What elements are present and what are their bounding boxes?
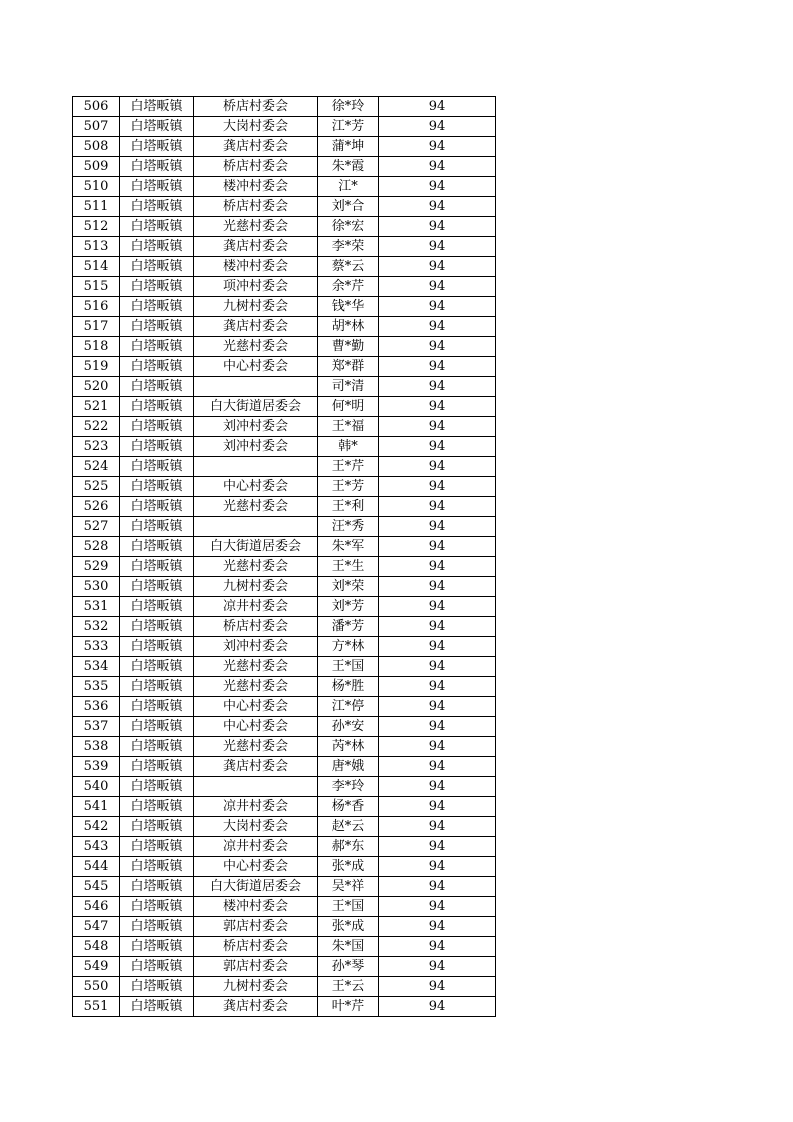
table-row bbox=[73, 357, 496, 377]
township-cell: 白塔畈镇 bbox=[120, 797, 194, 817]
table-row bbox=[73, 977, 496, 997]
row-number-cell: 549 bbox=[73, 957, 120, 977]
person-name-cell: 赵*云 bbox=[318, 817, 379, 837]
score-cell: 94 bbox=[379, 337, 496, 357]
person-name-cell: 王*福 bbox=[318, 417, 379, 437]
score-cell: 94 bbox=[379, 517, 496, 537]
township-cell: 白塔畈镇 bbox=[120, 297, 194, 317]
score-cell: 94 bbox=[379, 777, 496, 797]
person-name-cell: 蔡*云 bbox=[318, 257, 379, 277]
table-row bbox=[73, 177, 496, 197]
row-number-cell: 511 bbox=[73, 197, 120, 217]
table-row bbox=[73, 237, 496, 257]
person-name-cell: 芮*林 bbox=[318, 737, 379, 757]
committee-cell: 龚店村委会 bbox=[194, 237, 318, 257]
person-name-cell: 杨*香 bbox=[318, 797, 379, 817]
person-name-cell: 曹*勤 bbox=[318, 337, 379, 357]
row-number-cell: 518 bbox=[73, 337, 120, 357]
committee-cell: 光慈村委会 bbox=[194, 737, 318, 757]
table-row bbox=[73, 297, 496, 317]
table-row bbox=[73, 717, 496, 737]
score-cell: 94 bbox=[379, 937, 496, 957]
score-cell: 94 bbox=[379, 297, 496, 317]
score-cell: 94 bbox=[379, 897, 496, 917]
table-row bbox=[73, 757, 496, 777]
person-name-cell: 徐*玲 bbox=[318, 97, 379, 117]
row-number-cell: 530 bbox=[73, 577, 120, 597]
table-row bbox=[73, 337, 496, 357]
committee-cell: 凉井村委会 bbox=[194, 837, 318, 857]
row-number-cell: 528 bbox=[73, 537, 120, 557]
table-row bbox=[73, 117, 496, 137]
person-name-cell: 朱*霞 bbox=[318, 157, 379, 177]
committee-cell: 光慈村委会 bbox=[194, 657, 318, 677]
committee-cell: 大岗村委会 bbox=[194, 117, 318, 137]
person-name-cell: 何*明 bbox=[318, 397, 379, 417]
score-cell: 94 bbox=[379, 957, 496, 977]
committee-cell: 刘冲村委会 bbox=[194, 437, 318, 457]
committee-cell: 楼冲村委会 bbox=[194, 897, 318, 917]
person-name-cell: 蒲*坤 bbox=[318, 137, 379, 157]
committee-cell: 桥店村委会 bbox=[194, 617, 318, 637]
township-cell: 白塔畈镇 bbox=[120, 437, 194, 457]
table-row bbox=[73, 557, 496, 577]
row-number-cell: 515 bbox=[73, 277, 120, 297]
table-row bbox=[73, 837, 496, 857]
row-number-cell: 534 bbox=[73, 657, 120, 677]
committee-cell bbox=[194, 777, 318, 797]
score-cell: 94 bbox=[379, 837, 496, 857]
person-name-cell: 胡*林 bbox=[318, 317, 379, 337]
score-cell: 94 bbox=[379, 177, 496, 197]
committee-cell bbox=[194, 457, 318, 477]
score-cell: 94 bbox=[379, 757, 496, 777]
person-name-cell: 唐*娥 bbox=[318, 757, 379, 777]
committee-cell bbox=[194, 517, 318, 537]
township-cell: 白塔畈镇 bbox=[120, 97, 194, 117]
township-cell: 白塔畈镇 bbox=[120, 717, 194, 737]
person-name-cell: 王*生 bbox=[318, 557, 379, 577]
township-cell: 白塔畈镇 bbox=[120, 757, 194, 777]
table-row bbox=[73, 497, 496, 517]
committee-cell: 光慈村委会 bbox=[194, 337, 318, 357]
table-row bbox=[73, 737, 496, 757]
committee-cell: 大岗村委会 bbox=[194, 817, 318, 837]
table-row bbox=[73, 677, 496, 697]
committee-cell: 龚店村委会 bbox=[194, 997, 318, 1017]
committee-cell: 桥店村委会 bbox=[194, 197, 318, 217]
table-row bbox=[73, 797, 496, 817]
row-number-cell: 513 bbox=[73, 237, 120, 257]
township-cell: 白塔畈镇 bbox=[120, 117, 194, 137]
table-row bbox=[73, 197, 496, 217]
row-number-cell: 550 bbox=[73, 977, 120, 997]
table-row bbox=[73, 417, 496, 437]
person-name-cell: 朱*军 bbox=[318, 537, 379, 557]
committee-cell: 龚店村委会 bbox=[194, 317, 318, 337]
row-number-cell: 525 bbox=[73, 477, 120, 497]
row-number-cell: 542 bbox=[73, 817, 120, 837]
row-number-cell: 537 bbox=[73, 717, 120, 737]
row-number-cell: 540 bbox=[73, 777, 120, 797]
township-cell: 白塔畈镇 bbox=[120, 897, 194, 917]
row-number-cell: 526 bbox=[73, 497, 120, 517]
township-cell: 白塔畈镇 bbox=[120, 537, 194, 557]
township-cell: 白塔畈镇 bbox=[120, 517, 194, 537]
committee-cell: 光慈村委会 bbox=[194, 557, 318, 577]
score-cell: 94 bbox=[379, 257, 496, 277]
table-row bbox=[73, 257, 496, 277]
score-cell: 94 bbox=[379, 477, 496, 497]
table-row bbox=[73, 877, 496, 897]
person-name-cell: 叶*芹 bbox=[318, 997, 379, 1017]
person-name-cell: 王*国 bbox=[318, 897, 379, 917]
township-cell: 白塔畈镇 bbox=[120, 397, 194, 417]
township-cell: 白塔畈镇 bbox=[120, 937, 194, 957]
table-row bbox=[73, 397, 496, 417]
score-cell: 94 bbox=[379, 537, 496, 557]
row-number-cell: 519 bbox=[73, 357, 120, 377]
committee-cell: 中心村委会 bbox=[194, 357, 318, 377]
table-row bbox=[73, 137, 496, 157]
committee-cell: 九树村委会 bbox=[194, 977, 318, 997]
table-row bbox=[73, 277, 496, 297]
person-name-cell: 王*利 bbox=[318, 497, 379, 517]
record-table bbox=[72, 96, 496, 1017]
committee-cell: 刘冲村委会 bbox=[194, 417, 318, 437]
township-cell: 白塔畈镇 bbox=[120, 337, 194, 357]
score-cell: 94 bbox=[379, 677, 496, 697]
person-name-cell: 孙*安 bbox=[318, 717, 379, 737]
committee-cell: 白大街道居委会 bbox=[194, 877, 318, 897]
table-row bbox=[73, 657, 496, 677]
row-number-cell: 531 bbox=[73, 597, 120, 617]
row-number-cell: 506 bbox=[73, 97, 120, 117]
table-row bbox=[73, 697, 496, 717]
score-cell: 94 bbox=[379, 657, 496, 677]
committee-cell: 中心村委会 bbox=[194, 477, 318, 497]
committee-cell: 凉井村委会 bbox=[194, 797, 318, 817]
township-cell: 白塔畈镇 bbox=[120, 737, 194, 757]
township-cell: 白塔畈镇 bbox=[120, 357, 194, 377]
row-number-cell: 514 bbox=[73, 257, 120, 277]
row-number-cell: 507 bbox=[73, 117, 120, 137]
score-cell: 94 bbox=[379, 797, 496, 817]
score-cell: 94 bbox=[379, 877, 496, 897]
person-name-cell: 郝*东 bbox=[318, 837, 379, 857]
township-cell: 白塔畈镇 bbox=[120, 377, 194, 397]
score-cell: 94 bbox=[379, 497, 496, 517]
township-cell: 白塔畈镇 bbox=[120, 697, 194, 717]
committee-cell: 光慈村委会 bbox=[194, 497, 318, 517]
table-row bbox=[73, 817, 496, 837]
row-number-cell: 539 bbox=[73, 757, 120, 777]
person-name-cell: 朱*国 bbox=[318, 937, 379, 957]
table-row bbox=[73, 577, 496, 597]
row-number-cell: 524 bbox=[73, 457, 120, 477]
township-cell: 白塔畈镇 bbox=[120, 817, 194, 837]
person-name-cell: 汪*秀 bbox=[318, 517, 379, 537]
township-cell: 白塔畈镇 bbox=[120, 617, 194, 637]
score-cell: 94 bbox=[379, 577, 496, 597]
score-cell: 94 bbox=[379, 637, 496, 657]
score-cell: 94 bbox=[379, 817, 496, 837]
score-cell: 94 bbox=[379, 997, 496, 1017]
township-cell: 白塔畈镇 bbox=[120, 837, 194, 857]
score-cell: 94 bbox=[379, 977, 496, 997]
township-cell: 白塔畈镇 bbox=[120, 777, 194, 797]
row-number-cell: 541 bbox=[73, 797, 120, 817]
table-row bbox=[73, 157, 496, 177]
township-cell: 白塔畈镇 bbox=[120, 177, 194, 197]
row-number-cell: 532 bbox=[73, 617, 120, 637]
row-number-cell: 538 bbox=[73, 737, 120, 757]
table-row bbox=[73, 377, 496, 397]
person-name-cell: 吴*祥 bbox=[318, 877, 379, 897]
table-row bbox=[73, 437, 496, 457]
table-row bbox=[73, 517, 496, 537]
person-name-cell: 杨*胜 bbox=[318, 677, 379, 697]
row-number-cell: 535 bbox=[73, 677, 120, 697]
township-cell: 白塔畈镇 bbox=[120, 857, 194, 877]
row-number-cell: 533 bbox=[73, 637, 120, 657]
township-cell: 白塔畈镇 bbox=[120, 197, 194, 217]
table-row bbox=[73, 97, 496, 117]
person-name-cell: 刘*荣 bbox=[318, 577, 379, 597]
record-table-body bbox=[73, 97, 496, 1017]
person-name-cell: 刘*合 bbox=[318, 197, 379, 217]
committee-cell: 九树村委会 bbox=[194, 297, 318, 317]
table-row bbox=[73, 217, 496, 237]
score-cell: 94 bbox=[379, 457, 496, 477]
row-number-cell: 547 bbox=[73, 917, 120, 937]
person-name-cell: 钱*华 bbox=[318, 297, 379, 317]
score-cell: 94 bbox=[379, 417, 496, 437]
table-row bbox=[73, 897, 496, 917]
person-name-cell: 刘*芳 bbox=[318, 597, 379, 617]
score-cell: 94 bbox=[379, 197, 496, 217]
township-cell: 白塔畈镇 bbox=[120, 237, 194, 257]
table-row bbox=[73, 317, 496, 337]
person-name-cell: 方*林 bbox=[318, 637, 379, 657]
person-name-cell: 张*成 bbox=[318, 917, 379, 937]
person-name-cell: 李*荣 bbox=[318, 237, 379, 257]
township-cell: 白塔畈镇 bbox=[120, 217, 194, 237]
row-number-cell: 529 bbox=[73, 557, 120, 577]
committee-cell bbox=[194, 377, 318, 397]
row-number-cell: 516 bbox=[73, 297, 120, 317]
score-cell: 94 bbox=[379, 717, 496, 737]
row-number-cell: 509 bbox=[73, 157, 120, 177]
township-cell: 白塔畈镇 bbox=[120, 597, 194, 617]
score-cell: 94 bbox=[379, 617, 496, 637]
row-number-cell: 527 bbox=[73, 517, 120, 537]
row-number-cell: 543 bbox=[73, 837, 120, 857]
person-name-cell: 司*清 bbox=[318, 377, 379, 397]
township-cell: 白塔畈镇 bbox=[120, 317, 194, 337]
score-cell: 94 bbox=[379, 597, 496, 617]
table-row bbox=[73, 957, 496, 977]
score-cell: 94 bbox=[379, 697, 496, 717]
township-cell: 白塔畈镇 bbox=[120, 417, 194, 437]
person-name-cell: 王*芳 bbox=[318, 477, 379, 497]
committee-cell: 郭店村委会 bbox=[194, 917, 318, 937]
score-cell: 94 bbox=[379, 117, 496, 137]
row-number-cell: 545 bbox=[73, 877, 120, 897]
person-name-cell: 王*芹 bbox=[318, 457, 379, 477]
score-cell: 94 bbox=[379, 97, 496, 117]
person-name-cell: 王*国 bbox=[318, 657, 379, 677]
committee-cell: 白大街道居委会 bbox=[194, 397, 318, 417]
score-cell: 94 bbox=[379, 557, 496, 577]
committee-cell: 龚店村委会 bbox=[194, 137, 318, 157]
score-cell: 94 bbox=[379, 157, 496, 177]
township-cell: 白塔畈镇 bbox=[120, 577, 194, 597]
person-name-cell: 李*玲 bbox=[318, 777, 379, 797]
table-row bbox=[73, 857, 496, 877]
table-row bbox=[73, 937, 496, 957]
score-cell: 94 bbox=[379, 437, 496, 457]
row-number-cell: 536 bbox=[73, 697, 120, 717]
committee-cell: 光慈村委会 bbox=[194, 677, 318, 697]
score-cell: 94 bbox=[379, 317, 496, 337]
township-cell: 白塔畈镇 bbox=[120, 637, 194, 657]
committee-cell: 凉井村委会 bbox=[194, 597, 318, 617]
person-name-cell: 张*成 bbox=[318, 857, 379, 877]
township-cell: 白塔畈镇 bbox=[120, 277, 194, 297]
person-name-cell: 韩* bbox=[318, 437, 379, 457]
committee-cell: 桥店村委会 bbox=[194, 937, 318, 957]
township-cell: 白塔畈镇 bbox=[120, 957, 194, 977]
township-cell: 白塔畈镇 bbox=[120, 137, 194, 157]
person-name-cell: 江*芳 bbox=[318, 117, 379, 137]
person-name-cell: 徐*宏 bbox=[318, 217, 379, 237]
committee-cell: 桥店村委会 bbox=[194, 97, 318, 117]
row-number-cell: 546 bbox=[73, 897, 120, 917]
committee-cell: 项冲村委会 bbox=[194, 277, 318, 297]
committee-cell: 桥店村委会 bbox=[194, 157, 318, 177]
person-name-cell: 江*停 bbox=[318, 697, 379, 717]
township-cell: 白塔畈镇 bbox=[120, 677, 194, 697]
score-cell: 94 bbox=[379, 357, 496, 377]
committee-cell: 中心村委会 bbox=[194, 717, 318, 737]
score-cell: 94 bbox=[379, 217, 496, 237]
row-number-cell: 523 bbox=[73, 437, 120, 457]
row-number-cell: 512 bbox=[73, 217, 120, 237]
score-cell: 94 bbox=[379, 237, 496, 257]
table-row bbox=[73, 537, 496, 557]
row-number-cell: 522 bbox=[73, 417, 120, 437]
person-name-cell: 潘*芳 bbox=[318, 617, 379, 637]
row-number-cell: 551 bbox=[73, 997, 120, 1017]
table-row bbox=[73, 637, 496, 657]
score-cell: 94 bbox=[379, 917, 496, 937]
row-number-cell: 544 bbox=[73, 857, 120, 877]
township-cell: 白塔畈镇 bbox=[120, 557, 194, 577]
committee-cell: 光慈村委会 bbox=[194, 217, 318, 237]
committee-cell: 中心村委会 bbox=[194, 697, 318, 717]
committee-cell: 刘冲村委会 bbox=[194, 637, 318, 657]
committee-cell: 中心村委会 bbox=[194, 857, 318, 877]
table-row bbox=[73, 597, 496, 617]
table-row bbox=[73, 777, 496, 797]
score-cell: 94 bbox=[379, 377, 496, 397]
table-row bbox=[73, 457, 496, 477]
row-number-cell: 520 bbox=[73, 377, 120, 397]
score-cell: 94 bbox=[379, 857, 496, 877]
person-name-cell: 孙*琴 bbox=[318, 957, 379, 977]
score-cell: 94 bbox=[379, 397, 496, 417]
row-number-cell: 508 bbox=[73, 137, 120, 157]
person-name-cell: 余*芹 bbox=[318, 277, 379, 297]
committee-cell: 郭店村委会 bbox=[194, 957, 318, 977]
person-name-cell: 江* bbox=[318, 177, 379, 197]
person-name-cell: 王*云 bbox=[318, 977, 379, 997]
township-cell: 白塔畈镇 bbox=[120, 477, 194, 497]
township-cell: 白塔畈镇 bbox=[120, 997, 194, 1017]
township-cell: 白塔畈镇 bbox=[120, 457, 194, 477]
township-cell: 白塔畈镇 bbox=[120, 497, 194, 517]
committee-cell: 白大街道居委会 bbox=[194, 537, 318, 557]
committee-cell: 龚店村委会 bbox=[194, 757, 318, 777]
row-number-cell: 517 bbox=[73, 317, 120, 337]
score-cell: 94 bbox=[379, 737, 496, 757]
score-cell: 94 bbox=[379, 137, 496, 157]
township-cell: 白塔畈镇 bbox=[120, 917, 194, 937]
township-cell: 白塔畈镇 bbox=[120, 877, 194, 897]
table-row bbox=[73, 617, 496, 637]
row-number-cell: 521 bbox=[73, 397, 120, 417]
table-row bbox=[73, 917, 496, 937]
committee-cell: 楼冲村委会 bbox=[194, 257, 318, 277]
row-number-cell: 510 bbox=[73, 177, 120, 197]
township-cell: 白塔畈镇 bbox=[120, 977, 194, 997]
person-name-cell: 郑*群 bbox=[318, 357, 379, 377]
table-row bbox=[73, 477, 496, 497]
table-row bbox=[73, 997, 496, 1017]
township-cell: 白塔畈镇 bbox=[120, 257, 194, 277]
row-number-cell: 548 bbox=[73, 937, 120, 957]
township-cell: 白塔畈镇 bbox=[120, 157, 194, 177]
committee-cell: 楼冲村委会 bbox=[194, 177, 318, 197]
township-cell: 白塔畈镇 bbox=[120, 657, 194, 677]
committee-cell: 九树村委会 bbox=[194, 577, 318, 597]
score-cell: 94 bbox=[379, 277, 496, 297]
